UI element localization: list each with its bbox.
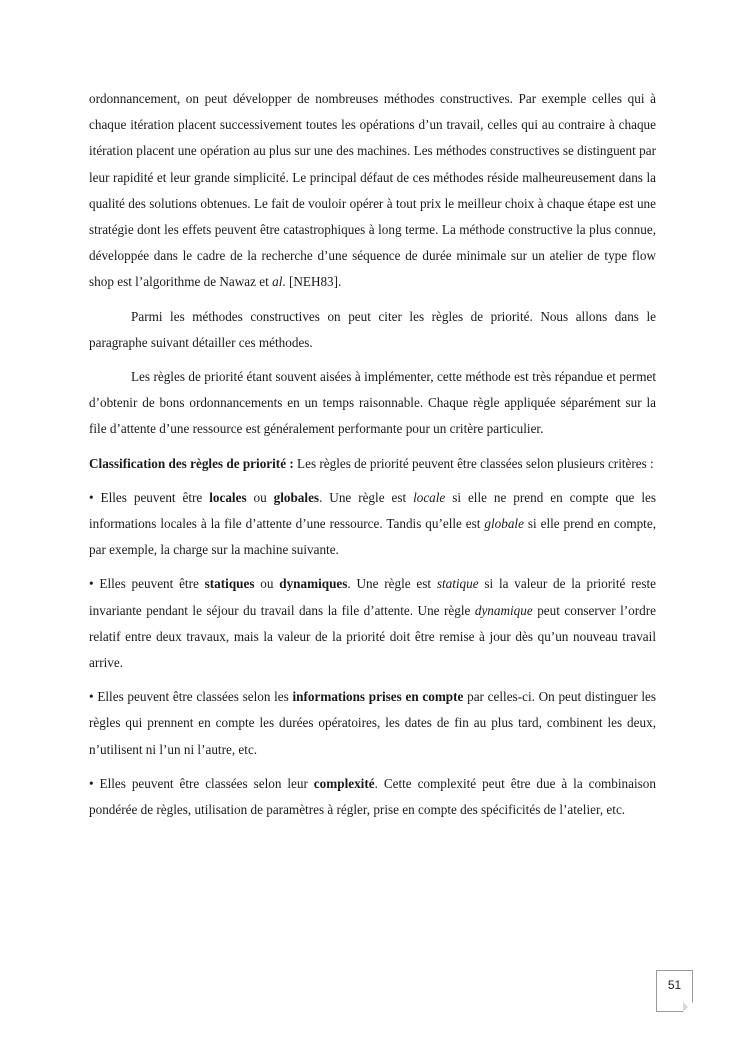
bullet1-text-d: . Une règle est — [319, 489, 414, 505]
bullet2-text-c: ou — [254, 576, 280, 592]
classification-text: Les règles de priorité peuvent être classées selon plusieurs critères : — [293, 455, 654, 471]
bullet3-bold-informations: informations prises en compte — [292, 689, 464, 705]
bullet-informations — [89, 684, 656, 763]
paragraph-intro-text: ordonnancement, on peut développer de nombreuses méthodes constructives. Par exemple celles qui à chaque itération placent successivement toutes les opérations d’un travail, celles qui au contraire à chaque itération placent une opération au plus sur une des machines. Les méthodes constructives se distinguent par leur rapidité et leur grande simplicité. Le principal défaut de ces méthodes réside malheureusement dans la qualité des solutions obtenues. Le fait de vouloir opérer à tout prix le meilleur choix à chaque étape est une stratégie dont les effets peuvent être catastrophiques à long terme. La méthode constructive la plus connue, développée dans le cadre de la recherche d’une séquence de durée minimale sur un atelier de type flow shop est l’algorithme de Nawaz et — [89, 91, 656, 290]
paragraph-rules-description: Les règles de priorité étant souvent aisées à implémenter, cette méthode est très répandue et permet d’obtenir de bons ordonnancements en un temps raisonnable. Chaque règle appliquée séparément sur la file d’attente d’une ressource est généralement performante pour un critère particulier. — [89, 369, 656, 437]
classification-heading: Classification des règles de priorité : — [89, 455, 294, 471]
bullet2-text-f: peut conserver l’ordre relatif entre deux travaux, mais la valeur de la priorité doit être remise à jour dès qu’un nouveau travail arrive. — [89, 602, 656, 671]
bullet1-bold-globales: globales — [273, 489, 320, 505]
bullet2-text-d: . Une règle est — [347, 576, 437, 592]
bullet1-text-a: • Elles peuvent être — [89, 489, 210, 505]
bullet2-italic-dynamique: dynamique — [474, 602, 533, 618]
bullet1-italic-locale: locale — [413, 489, 446, 505]
reference-neh83: . [NEH83]. — [282, 274, 342, 290]
paragraph-intro — [89, 86, 656, 296]
page-number: 51 — [667, 978, 682, 992]
page-body — [89, 86, 656, 831]
bullet3-text-a: • Elles peuvent être classées selon les — [89, 689, 293, 705]
page-fold-cover — [683, 1002, 693, 1012]
bullet2-text-a: • Elles peuvent être — [89, 576, 205, 592]
bullet2-italic-statique: statique — [436, 576, 479, 592]
bullet-statiques-dynamiques — [89, 571, 656, 676]
bullet3-text-c: par celles-ci. On peut distinguer les règles qui prennent en compte les durées opératoires, les dates de fin au plus tard, combinent les deux, n’utilisent ni l’un ni l’autre, etc. — [89, 689, 657, 757]
bullet2-bold-statiques: statiques — [204, 576, 255, 592]
bullet2-bold-dynamiques: dynamiques — [279, 576, 348, 592]
bullet-locales-globales — [89, 485, 656, 564]
bullet1-text-c: ou — [246, 489, 274, 505]
bullet1-italic-globale: globale — [484, 516, 524, 532]
bullet1-text-e: si elle ne prend en compte que les informations locales à la file d’attente d’une ressource. Tandis qu’elle est — [89, 489, 656, 532]
page-number-box — [656, 970, 693, 1012]
bullet2-text-e: si la valeur de la priorité reste invariante pendant le séjour du travail dans la file d’attente. Une règle — [89, 576, 657, 618]
bullet4-text-a: • Elles peuvent être classées selon leur — [89, 775, 314, 791]
bullet4-bold-complexite: complexité — [313, 775, 375, 791]
bullet-complexite — [89, 771, 656, 823]
et-al-italic: al — [272, 274, 283, 290]
paragraph-classification — [89, 451, 656, 477]
bullet1-bold-locales: locales — [209, 489, 247, 505]
paragraph-priority-rules: Parmi les méthodes constructives on peut citer les règles de priorité. Nous allons dans le paragraphe suivant détailler ces méthodes. — [89, 308, 656, 350]
bullet1-text-f: si elle prend en compte, par exemple, la charge sur la machine suivante. — [89, 516, 656, 558]
bullet4-text-c: . Cette complexité peut être due à la combinaison pondérée de règles, utilisation de paramètres à régler, prise en compte des spécificités de l’atelier, etc. — [89, 775, 656, 818]
